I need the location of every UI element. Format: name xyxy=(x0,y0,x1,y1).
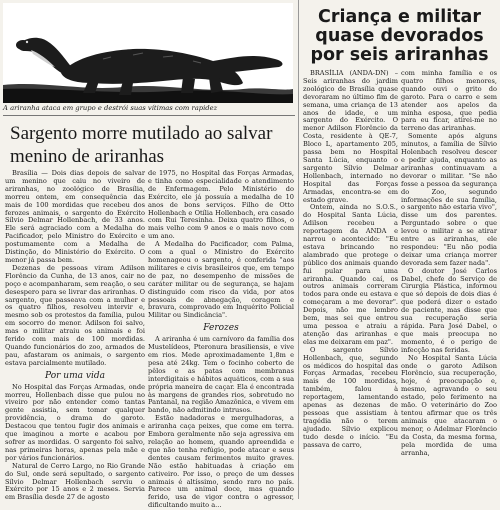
left-headline: Sargento morre mutilado ao salvar menino de ariranhas xyxy=(10,123,273,167)
left-article-column-1 xyxy=(5,169,145,502)
paragraph: Somente após alguns minutos, a família de Sílvio Holenbach resolveu descer e pedir ajuda, enquanto as ariranhas continuavam a devorar o militar. "Se não fosse a pessoa da segurança do Zoo, segundo informações de sua família, o sargento não estaria vivo", disse um dos parentes. Perguntado sobre o que levou o militar a se atirar entre as ariranhas, ele respondeu: "Eu não podia deixar uma criança morrer devorada sem fazer nada". xyxy=(401,132,497,267)
photo-caption: A ariranha ataca em grupo e destrói suas vítimas com rapidez xyxy=(3,104,218,112)
paragraph: com minha família e os quatro filhos menores, quando ouvi o grito do garoto. Para o carro e sem atender aos apelos da minha esposa, que pedia para eu ficar, atirei-me no terreno das ariranhas. xyxy=(401,69,497,133)
subhead-ferozes: Ferozes xyxy=(203,323,239,334)
right-article-column-1 xyxy=(303,70,398,499)
right-article-column-2 xyxy=(401,70,497,499)
right-headline: Criança e militar quase devorados por seis ariranhas xyxy=(310,7,489,65)
caption-rule xyxy=(3,115,295,116)
paragraph: Ontem, ainda no S.O.S., do Hospital Santa Lúcia, Adilson recebeu a reportagem da ANDA e narrou o acontecido: "Eu estava brincando no alambrado que protege o público dos animais quando fui pular para uma ariranha. Quando caí, os outros animais correram todos para onde eu estava e começaram a me devorar". Depois, não me lembro bem, mas sei que entrou uma pessoa e atraiu a atenção das ariranhas e elas me deixaram em paz". xyxy=(303,203,398,346)
paragraph: de 1975, no Hospital das Forças Armadas, e tinha como especialidade o atendimento de Enfermagem. Pelo Ministério do Exército, ele já possuía a medalha de 10 anos de bons serviços. Filho de Otto Hollenbach e Otília Hollenbach, era casado com Rui Teresinha. Deixa quatro filhos, o mais velho com 9 anos e o mais novo com um ano. xyxy=(148,169,294,241)
paragraph: Brasília — Dois dias depois de salvar um menino que caiu no viveiro de ariranhas, no zoológico de Brasília, morreu ontem, em consequência das mais de 100 mordidas que recebeu dos ferozes animais, o sargento do Exército Sílvio Delmar Hollenbach, de 33 anos. Ele será agraciado com a Medalha do Pacificador, pelo Ministro do Exército e postumamente com a Medalha de Distinção, do Ministério do Exército. O menor já passa bem. xyxy=(5,169,145,264)
left-article-column-2 xyxy=(148,169,294,510)
paragraph: O doutor José Carlos Dabel, chefe do Serviço de Cirurgia Plástica, informou que só depois de dois dias é que poderá dizer o estado de paciente, mas disse que sua recuperação seria rápida. Para José Dabel, o que mais preocupa no momento, é o perigo de infecção nas feridas. xyxy=(401,266,497,354)
paragraph: BRASÍLIA (ANDA-DN) – Seis ariranhas do jardim zoológico de Brasília quase devoraram no último fim de semana, uma criança de 13 anos de idade, e um sargento do Exército. O menor Adilson Florêncio da Costa, residente à QE-7, Bloco L, apartamento 205, passa bem no Hospital Santa Lúcia, enquanto o sargento Sílvio Delmar Hollenbach, internado no Hospital das Forças Armadas, encontra-se em estado grave. xyxy=(303,69,398,204)
column-divider xyxy=(298,0,299,499)
paragraph: Dezenas de pessoas viram Adilson Florêncio da Cunha, de 13 anos, cair no poço e acompanharam, sem reação, o seu desespero para se livrar das ariranhas. O sargento, que passeava com a mulher e os quatro filhos, resolveu intervir e, mesmo sob os protestos da família, pulou em socorro do menor. Adilson foi salvo, mas o militar atraiu os animais e foi ferido com mais de 100 mordidas. Quando funcionários do zoo, armados de pau, afastaram os animais, o sargento estava parcialmente mutilado. xyxy=(5,263,145,367)
giant-otter-illustration xyxy=(3,3,293,103)
paragraph: Estão nadadoras e mergulhadoras, a ariranha caça peixes, que come em terra. Embora geralmente não seja agressiva em relação ao homem, quando apreendida e que não tenha refúgio, pode atacar e seus dentes causam ferimentos muito graves. Não estão habituadas à criação em cativeiro. Por isso, o preço de um desses animais é altíssimo, sendo raro no país. Parece um animal doce, mas quando ferido, usa de vigor contra o agressor, dificultando muito a... xyxy=(148,414,294,510)
paragraph: O sargento Sílvio Hollenbach, que, segundo os médicos do hospital das Forças Armadas, recebeu mais de 100 mordidas, também, falou à reportagem, lamentando apenas as dezenas de pessoas que assistiam à tragédia não o terem ajudado. Sílvio explicou tudo desde o início. "Eu passava de carro, xyxy=(303,345,398,449)
subhead-por-uma-vida: Por uma vida xyxy=(45,370,105,381)
paragraph: Natural de Cerro Largo, no Rio Grande do Sul, onde será sepultado, o sargento Sílvio Delmar Hollenbach serviu o Exército por 15 anos e 2 meses. Servia em Brasília desde 27 de agosto xyxy=(5,461,145,502)
paragraph: No Hospital das Forças Armadas, onde morreu, Hollenbach disse que pulou no viveiro por não entender como tantas gente assistia, sem tomar qualquer providência, o drama do garoto. Destacou que tentou fugir dos animais e que imaginou a morte e acabou por sofrer as mordidas. O sargento foi salvo, nas primeiras horas, apenas pela mãe e por vários funcionários. xyxy=(5,382,145,462)
paragraph: A Medalha do Pacificador, com Palma, com a qual o Ministro do Exército homenageou o sargento, é conferida "aos militares e civis brasileiros que, em tempo de paz, no desempenho de missões de caráter militar ou de segurança, se hajam distinguido com risco da vida, por atos pessoais de abnegação, coragem e bravura, comprovado em Inquérito Policial Militar ou Sindicância". xyxy=(148,240,294,320)
paragraph: A ariranha é um carnívoro da família dos Mustelídeos, Pteronura brasiliensis, e vive em rios. Mede aproximadamente 1,8m e pesa até 24kg. Tem o focinho coberto de pêlos e as patas com membranas interdigitais e hábitos aquáticos, com a sua própria maneira de caçar. Ela é encontrada às margens de grandes rios, sobretudo no Pantanal, na região Amazônica, e vivem em bando, não admitindo intrusos. xyxy=(148,335,294,415)
otter-photo xyxy=(3,3,293,103)
paragraph: No Hospital Santa Lúcia onde o garoto Adilson Florêncio, sua recuperação, hoje, é preocupação e, mesmo, agravando o seu estado, pelo ferimento na mão. O veterinário do Zoo tentou afirmar que os três animais que atacaram o menor, o Adelmar Florêncio da Costa, da mesma forma, pela mordida de uma arranha, xyxy=(401,353,497,457)
